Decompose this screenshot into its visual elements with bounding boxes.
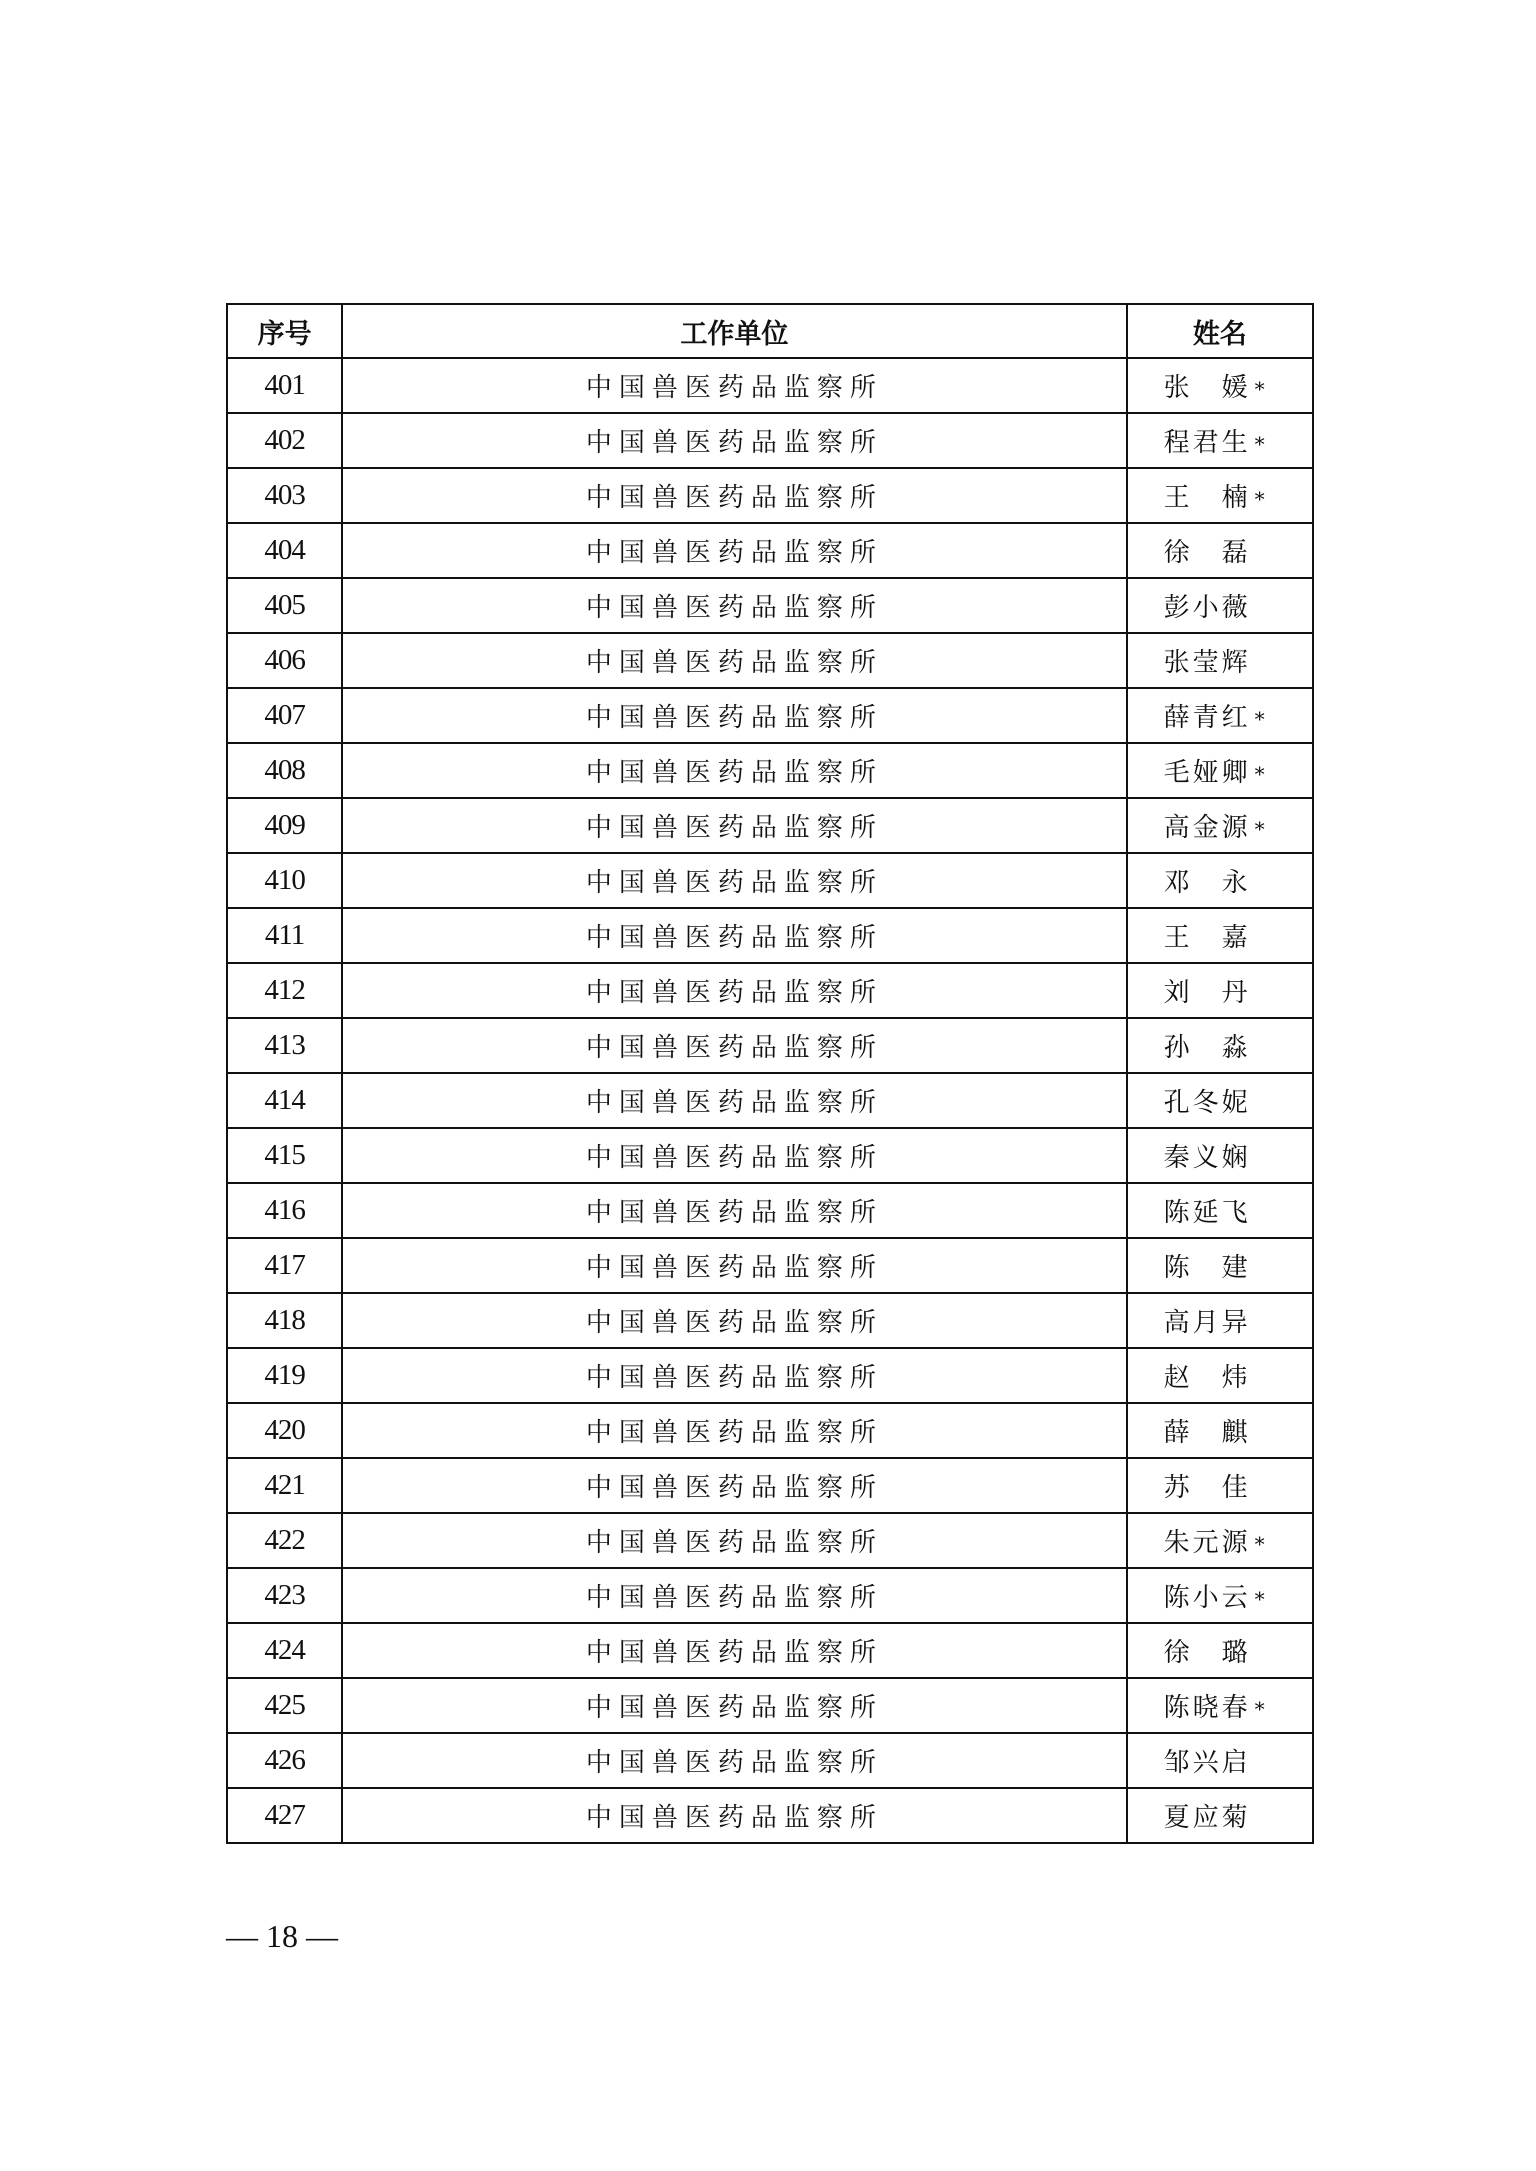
header-serial-number: 序号 bbox=[227, 304, 342, 358]
work-unit-cell: 中国兽医药品监察所 bbox=[342, 1678, 1126, 1733]
person-name: 陈延飞 bbox=[1163, 1198, 1251, 1228]
serial-number-cell: 406 bbox=[227, 633, 342, 688]
serial-number-cell: 416 bbox=[227, 1183, 342, 1238]
work-unit-cell: 中国兽医药品监察所 bbox=[342, 1733, 1126, 1788]
table-row bbox=[227, 853, 1313, 908]
person-name: 孔冬妮 bbox=[1163, 1088, 1251, 1118]
person-name: 高金源 bbox=[1163, 813, 1251, 843]
work-unit-cell: 中国兽医药品监察所 bbox=[342, 468, 1126, 523]
work-unit-cell: 中国兽医药品监察所 bbox=[342, 1568, 1126, 1623]
serial-number-cell: 408 bbox=[227, 743, 342, 798]
serial-number-cell: 420 bbox=[227, 1403, 342, 1458]
name-cell bbox=[1127, 1183, 1313, 1238]
table-row bbox=[227, 963, 1313, 1018]
person-name: 陈晓春 bbox=[1163, 1693, 1251, 1723]
name-cell bbox=[1127, 1733, 1313, 1788]
table-row bbox=[227, 1073, 1313, 1128]
table-body bbox=[227, 358, 1313, 1843]
name-cell bbox=[1127, 1458, 1313, 1513]
name-cell bbox=[1127, 1293, 1313, 1348]
asterisk-mark: * bbox=[1254, 1587, 1265, 1611]
serial-number-cell: 422 bbox=[227, 1513, 342, 1568]
serial-number-cell: 427 bbox=[227, 1788, 342, 1843]
work-unit-cell: 中国兽医药品监察所 bbox=[342, 1238, 1126, 1293]
work-unit-cell: 中国兽医药品监察所 bbox=[342, 798, 1126, 853]
serial-number-cell: 401 bbox=[227, 358, 342, 413]
work-unit-cell: 中国兽医药品监察所 bbox=[342, 1458, 1126, 1513]
table-row bbox=[227, 1788, 1313, 1843]
person-name: 徐 璐 bbox=[1163, 1638, 1251, 1668]
roster-table bbox=[226, 303, 1314, 1844]
serial-number-cell: 419 bbox=[227, 1348, 342, 1403]
serial-number-cell: 404 bbox=[227, 523, 342, 578]
name-cell bbox=[1127, 1073, 1313, 1128]
person-name: 王 嘉 bbox=[1163, 923, 1251, 953]
name-cell bbox=[1127, 743, 1313, 798]
table-row bbox=[227, 908, 1313, 963]
table-row bbox=[227, 688, 1313, 743]
person-name: 陈小云 bbox=[1163, 1583, 1251, 1613]
table-row bbox=[227, 413, 1313, 468]
work-unit-cell: 中国兽医药品监察所 bbox=[342, 688, 1126, 743]
work-unit-cell: 中国兽医药品监察所 bbox=[342, 743, 1126, 798]
name-cell bbox=[1127, 523, 1313, 578]
asterisk-mark: * bbox=[1254, 487, 1265, 511]
table-row bbox=[227, 1238, 1313, 1293]
person-name: 陈 建 bbox=[1163, 1253, 1251, 1283]
person-name: 夏应菊 bbox=[1163, 1803, 1251, 1833]
person-name: 赵 炜 bbox=[1163, 1363, 1251, 1393]
header-work-unit: 工作单位 bbox=[342, 304, 1126, 358]
serial-number-cell: 407 bbox=[227, 688, 342, 743]
person-name: 薛 麒 bbox=[1163, 1418, 1251, 1448]
work-unit-cell: 中国兽医药品监察所 bbox=[342, 633, 1126, 688]
person-name: 毛娅卿 bbox=[1163, 758, 1251, 788]
work-unit-cell: 中国兽医药品监察所 bbox=[342, 413, 1126, 468]
work-unit-cell: 中国兽医药品监察所 bbox=[342, 1183, 1126, 1238]
table-row bbox=[227, 1018, 1313, 1073]
work-unit-cell: 中国兽医药品监察所 bbox=[342, 1623, 1126, 1678]
work-unit-cell: 中国兽医药品监察所 bbox=[342, 908, 1126, 963]
person-name: 徐 磊 bbox=[1163, 538, 1251, 568]
work-unit-cell: 中国兽医药品监察所 bbox=[342, 1128, 1126, 1183]
person-name: 刘 丹 bbox=[1163, 978, 1251, 1008]
person-name: 程君生 bbox=[1163, 428, 1251, 458]
asterisk-mark: * bbox=[1254, 762, 1265, 786]
table-row bbox=[227, 1293, 1313, 1348]
table-row bbox=[227, 1403, 1313, 1458]
table-row bbox=[227, 578, 1313, 633]
table-row bbox=[227, 743, 1313, 798]
table-row bbox=[227, 468, 1313, 523]
person-name: 朱元源 bbox=[1163, 1528, 1251, 1558]
table-row bbox=[227, 523, 1313, 578]
person-name: 邹兴启 bbox=[1163, 1748, 1251, 1778]
work-unit-cell: 中国兽医药品监察所 bbox=[342, 1018, 1126, 1073]
work-unit-cell: 中国兽医药品监察所 bbox=[342, 1073, 1126, 1128]
name-cell bbox=[1127, 963, 1313, 1018]
serial-number-cell: 412 bbox=[227, 963, 342, 1018]
name-cell bbox=[1127, 1403, 1313, 1458]
work-unit-cell: 中国兽医药品监察所 bbox=[342, 523, 1126, 578]
name-cell bbox=[1127, 578, 1313, 633]
name-cell bbox=[1127, 358, 1313, 413]
name-cell bbox=[1127, 798, 1313, 853]
table-row bbox=[227, 1733, 1313, 1788]
table-row bbox=[227, 1678, 1313, 1733]
name-cell bbox=[1127, 1678, 1313, 1733]
name-cell bbox=[1127, 688, 1313, 743]
person-name: 薛青红 bbox=[1163, 703, 1251, 733]
serial-number-cell: 415 bbox=[227, 1128, 342, 1183]
name-cell bbox=[1127, 1513, 1313, 1568]
serial-number-cell: 425 bbox=[227, 1678, 342, 1733]
table-header-row bbox=[227, 304, 1313, 358]
name-cell bbox=[1127, 468, 1313, 523]
serial-number-cell: 403 bbox=[227, 468, 342, 523]
asterisk-mark: * bbox=[1254, 1532, 1265, 1556]
table-row bbox=[227, 1183, 1313, 1238]
header-name: 姓名 bbox=[1127, 304, 1313, 358]
person-name: 彭小薇 bbox=[1163, 593, 1251, 623]
asterisk-mark: * bbox=[1254, 377, 1265, 401]
serial-number-cell: 409 bbox=[227, 798, 342, 853]
serial-number-cell: 418 bbox=[227, 1293, 342, 1348]
table-row bbox=[227, 1513, 1313, 1568]
name-cell bbox=[1127, 853, 1313, 908]
table-row bbox=[227, 798, 1313, 853]
person-name: 秦义娴 bbox=[1163, 1143, 1251, 1173]
name-cell bbox=[1127, 413, 1313, 468]
work-unit-cell: 中国兽医药品监察所 bbox=[342, 1348, 1126, 1403]
work-unit-cell: 中国兽医药品监察所 bbox=[342, 853, 1126, 908]
name-cell bbox=[1127, 1788, 1313, 1843]
work-unit-cell: 中国兽医药品监察所 bbox=[342, 963, 1126, 1018]
serial-number-cell: 424 bbox=[227, 1623, 342, 1678]
name-cell bbox=[1127, 908, 1313, 963]
table-row bbox=[227, 1348, 1313, 1403]
serial-number-cell: 426 bbox=[227, 1733, 342, 1788]
work-unit-cell: 中国兽医药品监察所 bbox=[342, 1513, 1126, 1568]
name-cell bbox=[1127, 633, 1313, 688]
name-cell bbox=[1127, 1348, 1313, 1403]
asterisk-mark: * bbox=[1254, 817, 1265, 841]
person-name: 张莹辉 bbox=[1163, 648, 1251, 678]
asterisk-mark: * bbox=[1254, 707, 1265, 731]
serial-number-cell: 413 bbox=[227, 1018, 342, 1073]
name-cell bbox=[1127, 1238, 1313, 1293]
table-row bbox=[227, 1458, 1313, 1513]
person-name: 邓 永 bbox=[1163, 868, 1251, 898]
name-cell bbox=[1127, 1128, 1313, 1183]
person-name: 高月异 bbox=[1163, 1308, 1251, 1338]
person-name: 张 媛 bbox=[1163, 373, 1251, 403]
table-row bbox=[227, 633, 1313, 688]
name-cell bbox=[1127, 1018, 1313, 1073]
asterisk-mark: * bbox=[1254, 1697, 1265, 1721]
serial-number-cell: 411 bbox=[227, 908, 342, 963]
work-unit-cell: 中国兽医药品监察所 bbox=[342, 358, 1126, 413]
serial-number-cell: 417 bbox=[227, 1238, 342, 1293]
person-name: 王 楠 bbox=[1163, 483, 1251, 513]
name-cell bbox=[1127, 1623, 1313, 1678]
serial-number-cell: 414 bbox=[227, 1073, 342, 1128]
person-name: 苏 佳 bbox=[1163, 1473, 1251, 1503]
serial-number-cell: 423 bbox=[227, 1568, 342, 1623]
name-cell bbox=[1127, 1568, 1313, 1623]
work-unit-cell: 中国兽医药品监察所 bbox=[342, 578, 1126, 633]
work-unit-cell: 中国兽医药品监察所 bbox=[342, 1293, 1126, 1348]
work-unit-cell: 中国兽医药品监察所 bbox=[342, 1403, 1126, 1458]
table-row bbox=[227, 1568, 1313, 1623]
serial-number-cell: 402 bbox=[227, 413, 342, 468]
table-row bbox=[227, 358, 1313, 413]
serial-number-cell: 410 bbox=[227, 853, 342, 908]
serial-number-cell: 421 bbox=[227, 1458, 342, 1513]
serial-number-cell: 405 bbox=[227, 578, 342, 633]
person-name: 孙 淼 bbox=[1163, 1033, 1251, 1063]
asterisk-mark: * bbox=[1254, 432, 1265, 456]
page-number: — 18 — bbox=[226, 1918, 338, 1954]
table-row bbox=[227, 1128, 1313, 1183]
table-row bbox=[227, 1623, 1313, 1678]
work-unit-cell: 中国兽医药品监察所 bbox=[342, 1788, 1126, 1843]
